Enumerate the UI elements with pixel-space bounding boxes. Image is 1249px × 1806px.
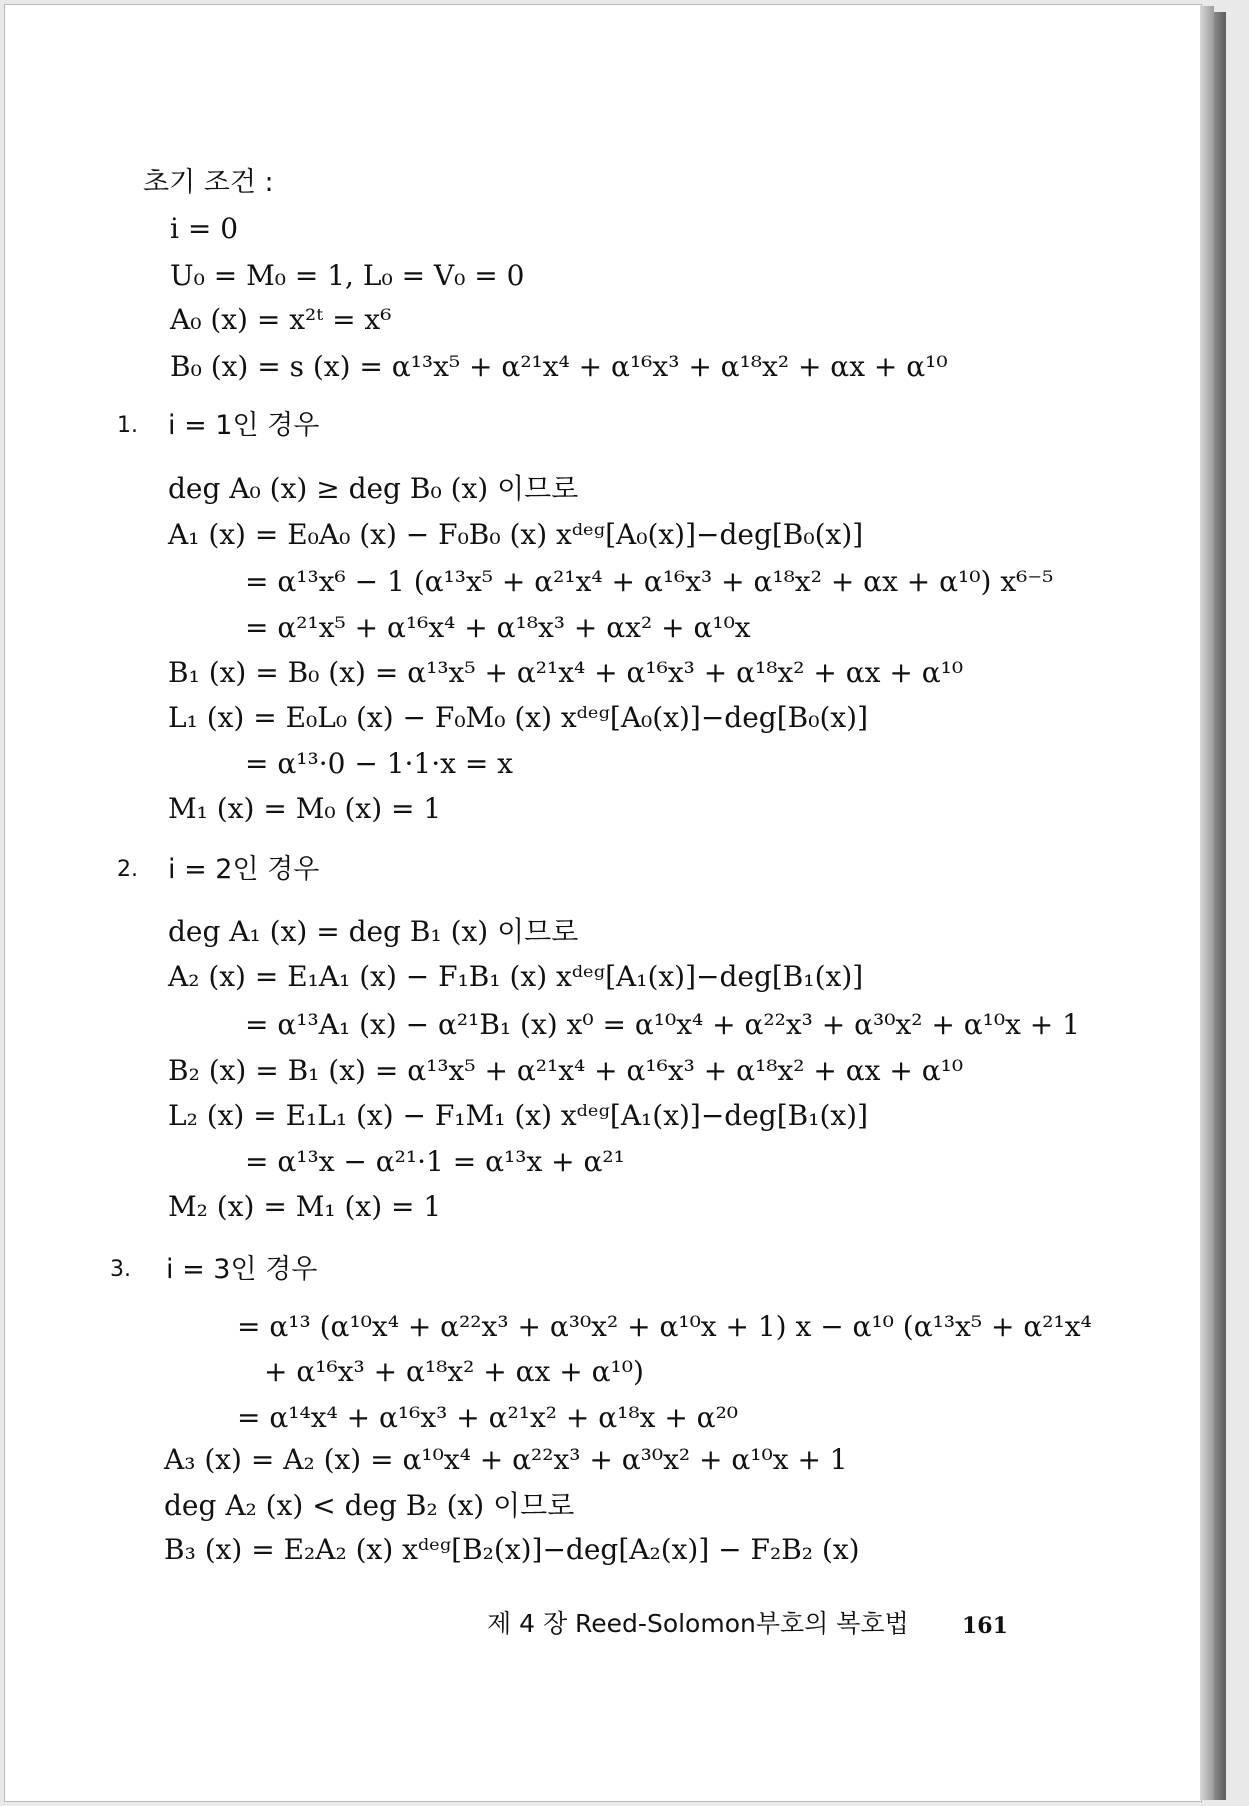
equation-line: M₁ (x) = M₀ (x) = 1 <box>168 792 442 825</box>
equation-line: = α¹³ (α¹⁰x⁴ + α²²x³ + α³⁰x² + α¹⁰x + 1) x − α¹⁰ (α¹³x⁵ + α²¹x⁴ <box>237 1310 1092 1343</box>
page-edge <box>1200 6 1214 1800</box>
equation-line: deg A₂ (x) < deg B₂ (x) 이므로 <box>164 1489 575 1522</box>
equation-line: = α²¹x⁵ + α¹⁶x⁴ + α¹⁸x³ + αx² + α¹⁰x <box>245 611 751 644</box>
equation-line: + α¹⁶x³ + α¹⁸x² + αx + α¹⁰) <box>264 1355 644 1388</box>
equation-line: = α¹³A₁ (x) − α²¹B₁ (x) x⁰ = α¹⁰x⁴ + α²²x³ + α³⁰x² + α¹⁰x + 1 <box>245 1008 1080 1041</box>
case-heading: i = 1인 경우 <box>168 410 320 441</box>
equation-line: A₂ (x) = E₁A₁ (x) − F₁B₁ (x) xᵈᵉᵍ[A₁(x)]−deg[B₁(x)] <box>168 960 864 993</box>
chapter-footer: 제 4 장 Reed-Solomon부호의 복호법 <box>487 1609 909 1638</box>
equation-line: L₁ (x) = E₀L₀ (x) − F₀M₀ (x) xᵈᵉᵍ[A₀(x)]−deg[B₀(x)] <box>168 701 869 734</box>
equation-line: B₁ (x) = B₀ (x) = α¹³x⁵ + α²¹x⁴ + α¹⁶x³ + α¹⁸x² + αx + α¹⁰ <box>168 656 964 689</box>
equation-line: = α¹³x − α²¹·1 = α¹³x + α²¹ <box>245 1145 625 1178</box>
equation-line: = α¹⁴x⁴ + α¹⁶x³ + α²¹x² + α¹⁸x + α²⁰ <box>237 1401 739 1434</box>
equation-line: = α¹³·0 − 1·1·x = x <box>245 747 513 780</box>
equation-line: deg A₁ (x) = deg B₁ (x) 이므로 <box>168 915 579 948</box>
case-number: 2. <box>117 857 138 882</box>
equation-line: U₀ = M₀ = 1, L₀ = V₀ = 0 <box>170 259 525 292</box>
equation-line: deg A₀ (x) ≥ deg B₀ (x) 이므로 <box>168 472 579 505</box>
page-edge-shadow <box>1214 12 1226 1800</box>
page-number: 161 <box>962 1613 1008 1639</box>
equation-line: A₃ (x) = A₂ (x) = α¹⁰x⁴ + α²²x³ + α³⁰x² + α¹⁰x + 1 <box>164 1443 848 1476</box>
equation-line: A₁ (x) = E₀A₀ (x) − F₀B₀ (x) xᵈᵉᵍ[A₀(x)]−deg[B₀(x)] <box>168 518 864 551</box>
case-heading: i = 3인 경우 <box>166 1254 318 1285</box>
equation-line: B₃ (x) = E₂A₂ (x) xᵈᵉᵍ[B₂(x)]−deg[A₂(x)] − F₂B₂ (x) <box>164 1533 860 1566</box>
initial-conditions-heading: 초기 조건 : <box>143 167 274 198</box>
equation-line: i = 0 <box>170 212 239 245</box>
case-heading: i = 2인 경우 <box>168 854 320 885</box>
equation-line: B₂ (x) = B₁ (x) = α¹³x⁵ + α²¹x⁴ + α¹⁶x³ + α¹⁸x² + αx + α¹⁰ <box>168 1054 964 1087</box>
case-number: 3. <box>110 1257 131 1282</box>
equation-line: M₂ (x) = M₁ (x) = 1 <box>168 1190 442 1223</box>
equation-line: B₀ (x) = s (x) = α¹³x⁵ + α²¹x⁴ + α¹⁶x³ + α¹⁸x² + αx + α¹⁰ <box>170 350 948 383</box>
case-number: 1. <box>117 413 138 438</box>
equation-line: A₀ (x) = x²ᵗ = x⁶ <box>170 303 392 336</box>
equation-line: = α¹³x⁶ − 1 (α¹³x⁵ + α²¹x⁴ + α¹⁶x³ + α¹⁸x² + αx + α¹⁰) x⁶⁻⁵ <box>245 565 1054 598</box>
equation-line: L₂ (x) = E₁L₁ (x) − F₁M₁ (x) xᵈᵉᵍ[A₁(x)]−deg[B₁(x)] <box>168 1099 869 1132</box>
